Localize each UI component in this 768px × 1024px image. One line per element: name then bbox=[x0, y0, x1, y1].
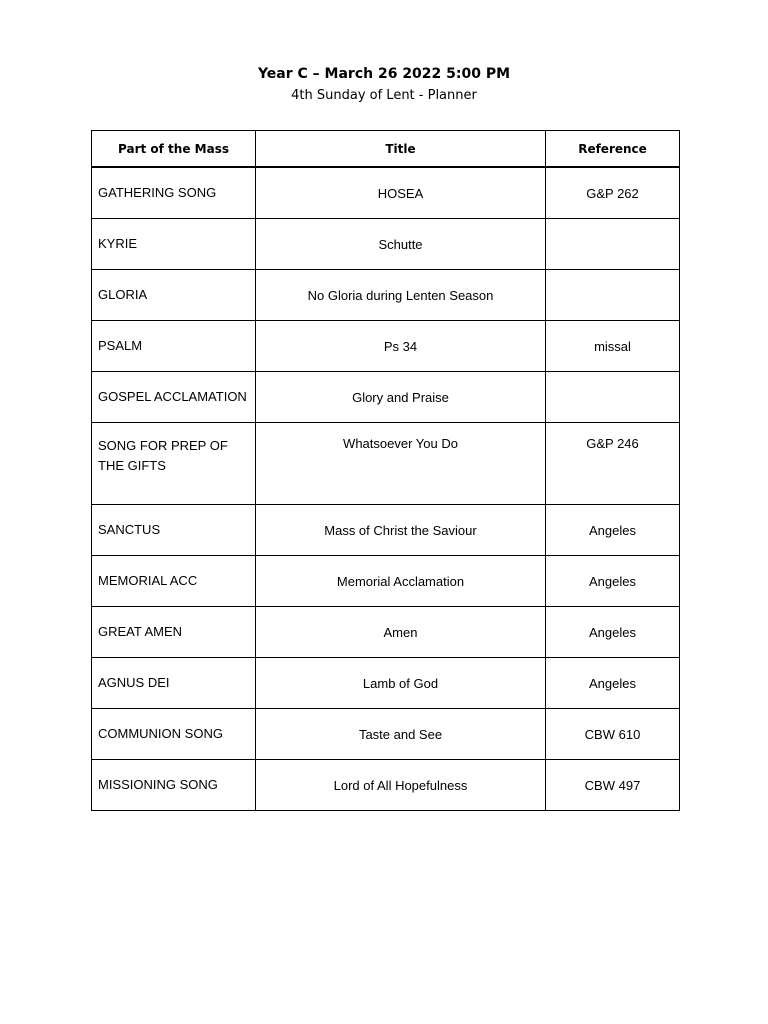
cell-reference bbox=[546, 270, 680, 321]
table-row bbox=[92, 321, 680, 372]
cell-title: Mass of Christ the Saviour bbox=[256, 505, 546, 556]
table-row bbox=[92, 423, 680, 505]
column-header-title: Title bbox=[256, 131, 546, 168]
cell-title: HOSEA bbox=[256, 167, 546, 219]
cell-title: Lamb of God bbox=[256, 658, 546, 709]
cell-title: Whatsoever You Do bbox=[256, 423, 546, 505]
cell-title: Lord of All Hopefulness bbox=[256, 760, 546, 811]
cell-part: SONG FOR PREP OF THE GIFTS bbox=[92, 423, 256, 505]
table-header-row bbox=[92, 131, 680, 168]
cell-part: KYRIE bbox=[92, 219, 256, 270]
table-row bbox=[92, 607, 680, 658]
table-row bbox=[92, 556, 680, 607]
cell-part: COMMUNION SONG bbox=[92, 709, 256, 760]
cell-reference bbox=[546, 219, 680, 270]
cell-part: GATHERING SONG bbox=[92, 167, 256, 219]
table-row bbox=[92, 270, 680, 321]
mass-planner-table bbox=[91, 130, 680, 811]
cell-reference: Angeles bbox=[546, 556, 680, 607]
table-row bbox=[92, 709, 680, 760]
column-header-part: Part of the Mass bbox=[92, 131, 256, 168]
table-row bbox=[92, 505, 680, 556]
cell-part: GOSPEL ACCLAMATION bbox=[92, 372, 256, 423]
cell-reference: missal bbox=[546, 321, 680, 372]
cell-reference: G&P 262 bbox=[546, 167, 680, 219]
cell-title: Schutte bbox=[256, 219, 546, 270]
cell-title: Taste and See bbox=[256, 709, 546, 760]
page-title: Year C – March 26 2022 5:00 PM bbox=[257, 66, 511, 82]
cell-title: Amen bbox=[256, 607, 546, 658]
table-row bbox=[92, 760, 680, 811]
cell-title: Glory and Praise bbox=[256, 372, 546, 423]
cell-title: No Gloria during Lenten Season bbox=[256, 270, 546, 321]
table-row bbox=[92, 372, 680, 423]
cell-part: GREAT AMEN bbox=[92, 607, 256, 658]
cell-part: GLORIA bbox=[92, 270, 256, 321]
cell-reference: CBW 497 bbox=[546, 760, 680, 811]
cell-reference: Angeles bbox=[546, 505, 680, 556]
cell-reference: Angeles bbox=[546, 607, 680, 658]
cell-title: Ps 34 bbox=[256, 321, 546, 372]
cell-part: MEMORIAL ACC bbox=[92, 556, 256, 607]
table-row bbox=[92, 219, 680, 270]
column-header-reference: Reference bbox=[546, 131, 680, 168]
cell-part: PSALM bbox=[92, 321, 256, 372]
table-row bbox=[92, 167, 680, 219]
cell-reference: CBW 610 bbox=[546, 709, 680, 760]
cell-part: SANCTUS bbox=[92, 505, 256, 556]
cell-part: MISSIONING SONG bbox=[92, 760, 256, 811]
cell-reference bbox=[546, 372, 680, 423]
cell-reference: Angeles bbox=[546, 658, 680, 709]
cell-title: Memorial Acclamation bbox=[256, 556, 546, 607]
table-row bbox=[92, 658, 680, 709]
cell-part: AGNUS DEI bbox=[92, 658, 256, 709]
cell-reference: G&P 246 bbox=[546, 423, 680, 505]
page-subtitle: 4th Sunday of Lent - Planner bbox=[291, 88, 477, 103]
